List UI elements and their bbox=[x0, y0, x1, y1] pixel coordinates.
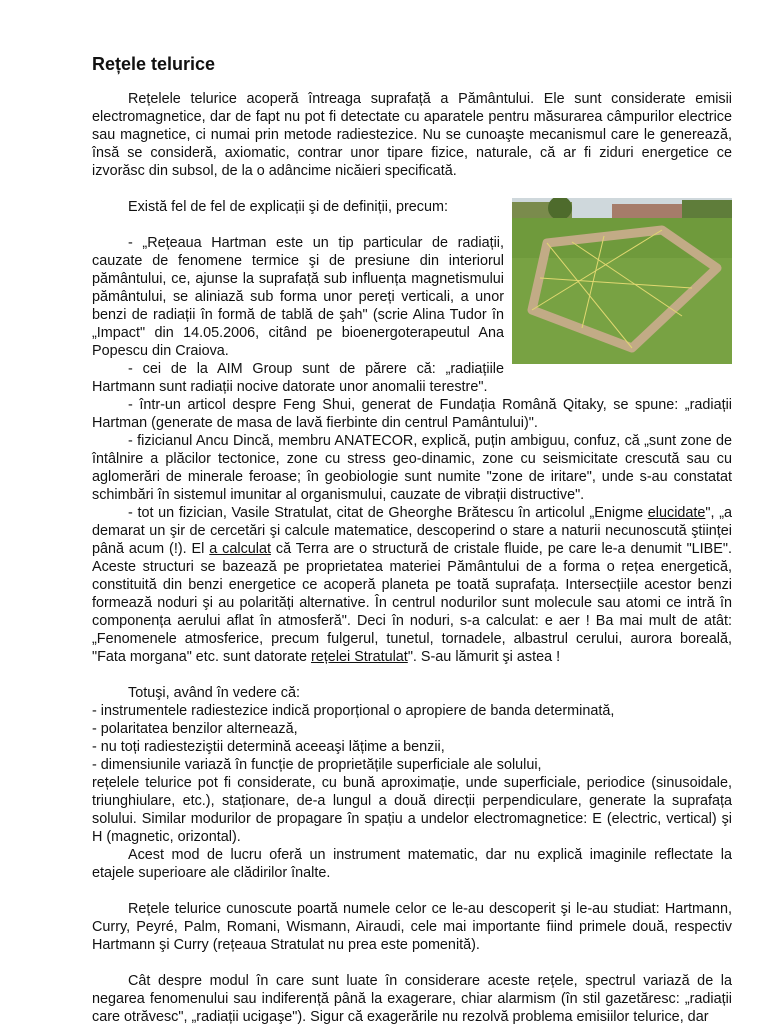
link-retelei-stratulat[interactable]: rețelei Stratulat bbox=[311, 649, 408, 665]
quote-stratulat: - tot un fizician, Vasile Stratulat, citat de Gheorghe Brătescu în articolul „Enigme elucidate", „a demarat un şir de cercetări şi calcule matematice, descoperind o stare a naturii necunoscută ştiinței până acum (!). El a calculat că Terra are o structură de cristale fluide, pe care le-a denumit "LIBE". Aceste structuri se bazează pe proprietatea materiei Pământului de a forma o rețea energetică, constituită din benzi energetice ce acoperă planeta pe toată suprafața. Intersecțiile acestor benzi formează noduri şi au polarități alternative. În centrul nodurilor sunt molecule sau atomi ce intră în componența aerului aflat în atmosferă". Deci în noduri, s-a calculat: e aer ! Ba mai mult de atât: „Fenomenele atmosferice, precum fulgerul, tunetul, tornadele, albastrul cerului, aurora boreală, "Fata morgana" etc. sunt datorate rețelei Stratulat". S-au lămurit şi astea ! bbox=[92, 505, 732, 665]
quote-feng-shui: - într-un articol despre Feng Shui, generat de Fundația Română Qitaky, se spune: „radiații Hartman (generate de masa de lavă fierbinte din centrul Pamântului)". bbox=[92, 397, 732, 431]
quote-aim-group: - cei de la AIM Group sunt de părere că: „radiațiile Hartmann sunt radiații nocive datorate unor anomalii terestre". bbox=[92, 361, 504, 395]
paragraph-method: Acest mod de lucru oferă un instrument matematic, dar nu explică imaginile reflectate la etajele superioare ale clădirilor înalte. bbox=[92, 847, 732, 881]
spacer bbox=[92, 954, 732, 972]
paragraph-perception: Cât despre modul în care sunt luate în considerare aceste rețele, spectrul variază de la negarea fenomenului sau indiferență până la exagerare, chiar alarmism (în stil gazetăresc: „radiații care otrăvesc", „radiații ucigaşe"). Sigur că exagerările nu rezolvă problema emisiilor telurice, dar bbox=[92, 973, 732, 1025]
quote-hartman: - „Rețeaua Hartman este un tip particular de radiații, cauzate de fenomene termice şi de presiune din interiorul pământului, ce, ajunse la suprafață sub influența magnetismului pământului, se aliniază sub forma unor pereți verticali, a unor benzi de radiații în formă de tablă de şah" (scrie Alina Tudor în „Impact" din 14.05.2006, citând pe bioenergoterapeutul Ana Popescu din Craiova. bbox=[92, 235, 504, 359]
paragraph-definitions: Există fel de fel de explicații şi de definiții, precum: bbox=[128, 199, 448, 215]
link-elucidate[interactable]: elucidate bbox=[647, 505, 706, 521]
list-item: - nu toți radiesteziştii determină aceeaşi lățime a benzii, bbox=[92, 739, 445, 755]
quote-dinca: - fizicianul Ancu Dincă, membru ANATECOR, explică, puțin ambiguu, confuz, că „sunt zone de întâlnire a plăcilor tectonice, zone cu stress geo-dinamic, zone cu seismicitate crescută sau cu aglomerări de minerale feroase; în geobiologie sunt numite "zone de iritare", unde s-au constatat schimbări în sistemul imunitar al organismului, cauzate de vibrații distructive". bbox=[92, 433, 732, 503]
spacer bbox=[92, 180, 732, 198]
paragraph-intro: Rețelele telurice acoperă întreaga suprafață a Pământului. Ele sunt considerate emisii electromagnetice, dar de fapt nu pot fi detectate cu aparatele pentru măsurarea câmpurilor electrice sau magnetice, ci numai prin metode radiestezice. Nu se cunoaşte mecanismul care le generează, însă se consideră, axiomatic, contrar unor tipare fizice, naturale, că ar fi ziduri energetice ce izvorăsc din subsol, de la o adâncime nicăieri specificată. bbox=[92, 91, 732, 179]
paragraph-known-grids: Rețele telurice cunoscute poartă numele celor ce le-au descoperit şi le-au studiat: Hartmann, Curry, Peyré, Palm, Romani, Wismann, Airaudi, cele mai importante fiind primele două, respectiv Hartmann şi Curry (rețeaua Stratulat nu prea este pomenită). bbox=[92, 901, 732, 953]
link-a-calculat[interactable]: a calculat bbox=[209, 541, 271, 557]
grid-field-photo bbox=[512, 198, 732, 364]
spacer bbox=[92, 882, 732, 900]
paragraph-totusi: Totuşi, având în vedere că: bbox=[128, 685, 300, 701]
list-item: - polaritatea benzilor alternează, bbox=[92, 721, 298, 737]
page-title: Rețele telurice bbox=[92, 54, 216, 74]
spacer bbox=[92, 666, 732, 684]
field-image bbox=[512, 198, 732, 364]
list-item: - dimensiunile variază în funcție de proprietățile superficiale ale solului, bbox=[92, 757, 542, 773]
list-item: - instrumentele radiestezice indică proporțional o apropiere de banda determinată, bbox=[92, 703, 615, 719]
paragraph-waves: rețelele telurice pot fi considerate, cu bună aproximație, unde superficiale, periodice (sinusoidale, triunghiulare, etc.), staționare, de-a lungul a două direcții perpendiculare, generate la suprafața solului. Similar modurilor de propagare în spațiu a undelor electromagnetice: E (electric, vertical) şi H (magnetic, orizontal). bbox=[92, 775, 732, 845]
document-page bbox=[92, 52, 732, 1026]
